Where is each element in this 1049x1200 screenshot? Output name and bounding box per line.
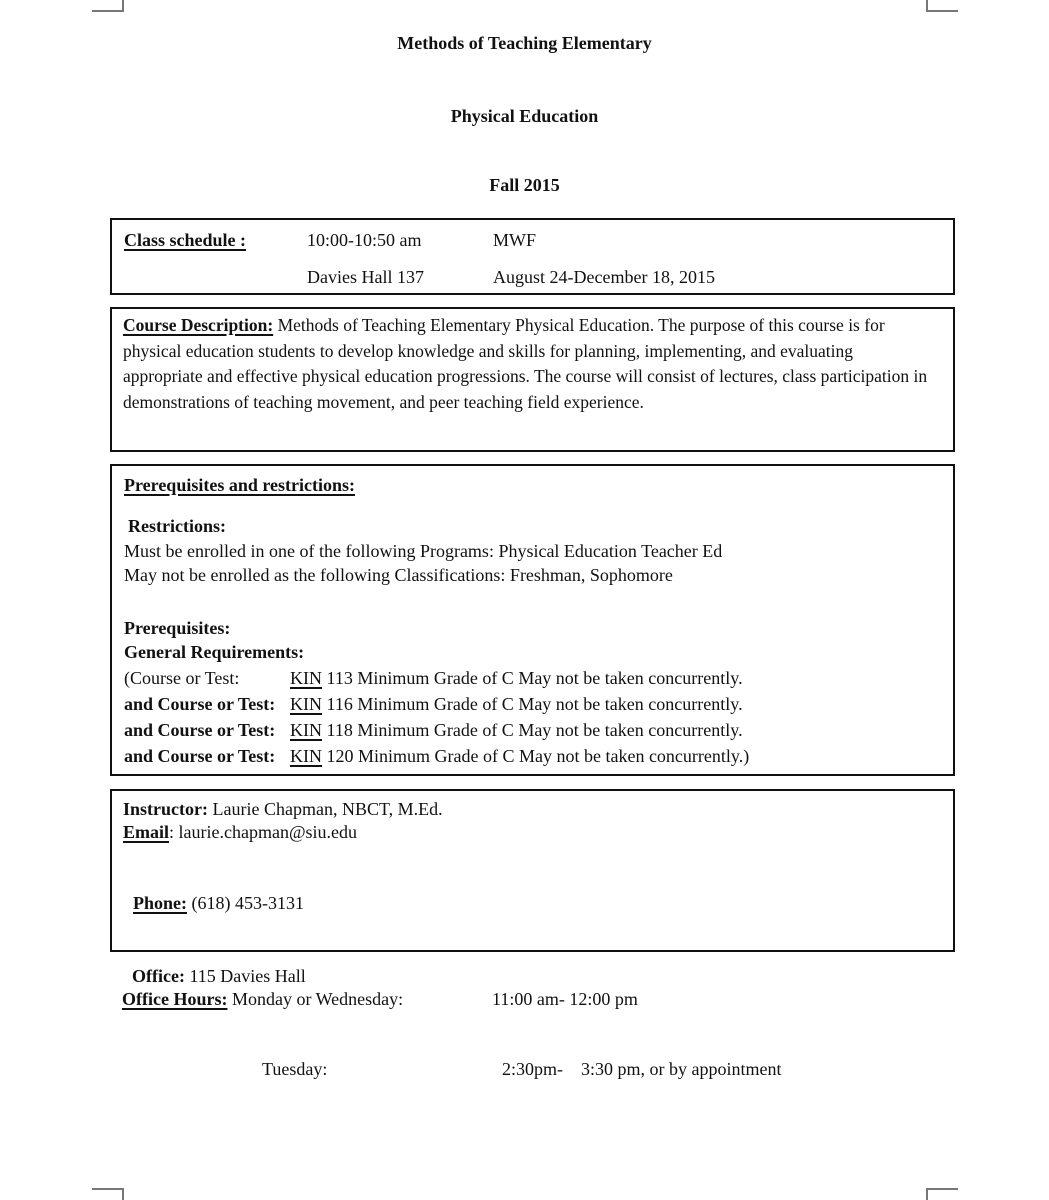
email-label: Email bbox=[123, 822, 170, 842]
crop-mark-top-right bbox=[926, 0, 958, 12]
document-title: Methods of Teaching Elementary bbox=[397, 33, 652, 53]
prereq-label: Prerequisites and restrictions: bbox=[124, 475, 355, 495]
office-hours-line bbox=[122, 988, 403, 1010]
office-hours-time2: 2:30pm- 3:30 pm, or by appointment bbox=[502, 1059, 782, 1079]
office-hours-time1: 11:00 am- 12:00 pm bbox=[492, 989, 638, 1009]
office-label: Office: bbox=[132, 966, 185, 986]
instructor-name: Laurie Chapman, NBCT, M.Ed. bbox=[212, 799, 443, 819]
description-text: Methods of Teaching Elementary Physical Education. The purpose of this course is for physical education students to develop knowledge and skills for planning, implementing, and evaluating appropriate and effective physical education progressions. The course will consist of lectures, class participation in demonstrations of teaching movement, and peer teaching field experience. bbox=[123, 315, 928, 412]
requirement-detail: 118 Minimum Grade of C May not be taken concurrently. bbox=[322, 720, 743, 740]
office-line bbox=[132, 965, 306, 987]
office-location: 115 Davies Hall bbox=[184, 966, 306, 986]
office-hours-day1: Monday or Wednesday: bbox=[231, 989, 404, 1009]
email-line bbox=[123, 821, 357, 843]
requirement-detail: 120 Minimum Grade of C May not be taken concurrently.) bbox=[322, 746, 750, 766]
course-code-link[interactable]: KIN bbox=[290, 668, 322, 688]
requirement-prefix: and Course or Test: bbox=[124, 746, 276, 766]
course-code-link[interactable]: KIN bbox=[290, 694, 322, 714]
general-requirements-heading: General Requirements: bbox=[124, 642, 305, 662]
restriction-classifications: May not be enrolled as the following Classifications: Freshman, Sophomore bbox=[124, 565, 673, 585]
requirement-detail: 113 Minimum Grade of C May not be taken concurrently. bbox=[322, 668, 743, 688]
phone-label: Phone: bbox=[133, 893, 187, 913]
office-hours-day2: Tuesday: bbox=[262, 1059, 328, 1079]
office-hours-label: Office Hours: bbox=[122, 989, 228, 1009]
document-subtitle: Physical Education bbox=[450, 106, 599, 126]
instructor-label: Instructor: bbox=[123, 799, 208, 819]
phone-line bbox=[133, 892, 304, 914]
schedule-days: MWF bbox=[493, 230, 537, 250]
prerequisites-heading: Prerequisites: bbox=[124, 618, 231, 638]
description-box bbox=[110, 307, 955, 452]
email-address[interactable]: : laurie.chapman@siu.edu bbox=[169, 822, 358, 842]
description-label: Course Description: bbox=[123, 315, 274, 335]
requirement-row bbox=[124, 745, 749, 767]
schedule-location: Davies Hall 137 bbox=[307, 267, 424, 287]
course-code-link[interactable]: KIN bbox=[290, 720, 322, 740]
course-description bbox=[123, 313, 933, 415]
requirement-row bbox=[124, 719, 743, 741]
document-term: Fall 2015 bbox=[489, 175, 560, 195]
instructor-box bbox=[110, 789, 955, 952]
requirement-prefix: and Course or Test: bbox=[124, 720, 276, 740]
instructor-line bbox=[123, 798, 443, 820]
schedule-dates: August 24-December 18, 2015 bbox=[493, 267, 715, 287]
schedule-label: Class schedule : bbox=[124, 230, 247, 250]
crop-mark-bottom-left bbox=[92, 1188, 124, 1200]
requirement-row bbox=[124, 667, 743, 689]
schedule-box bbox=[110, 218, 955, 295]
phone-number: (618) 453-3131 bbox=[187, 893, 304, 913]
requirement-detail: 116 Minimum Grade of C May not be taken concurrently. bbox=[322, 694, 743, 714]
schedule-time: 10:00-10:50 am bbox=[307, 230, 422, 250]
restrictions-heading: Restrictions: bbox=[128, 516, 226, 536]
crop-mark-top-left bbox=[92, 0, 124, 12]
requirement-prefix: and Course or Test: bbox=[124, 694, 276, 714]
restriction-programs: Must be enrolled in one of the following Programs: Physical Education Teacher Ed bbox=[124, 541, 723, 561]
course-code-link[interactable]: KIN bbox=[290, 746, 322, 766]
requirement-row bbox=[124, 693, 743, 715]
prerequisites-box bbox=[110, 464, 955, 776]
crop-mark-bottom-right bbox=[926, 1188, 958, 1200]
requirement-prefix: (Course or Test: bbox=[124, 668, 240, 688]
